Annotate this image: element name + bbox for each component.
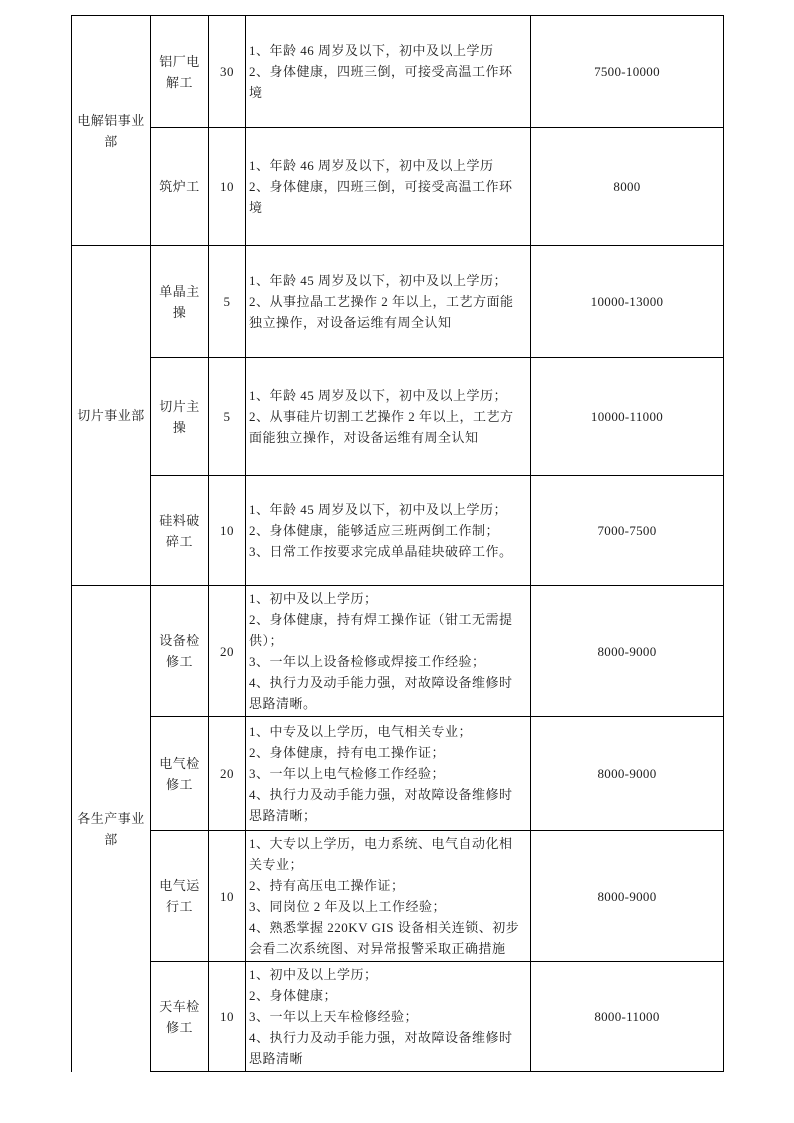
- requirement-line: 2、持有高压电工操作证；: [249, 878, 405, 893]
- requirement-line: 境: [249, 85, 263, 100]
- table-row: [72, 586, 724, 717]
- table-row: [72, 962, 724, 1072]
- department-cell: 切片事业部: [72, 246, 151, 586]
- requirements-cell: [246, 476, 531, 586]
- job-title-cell: 切片主操: [151, 358, 209, 476]
- headcount-cell: 5: [209, 358, 246, 476]
- requirement-line: 2、从事拉晶工艺操作 2 年以上，工艺方面能: [249, 294, 514, 309]
- department-cell: 各生产事业部: [72, 586, 151, 1072]
- requirement-line: 3、一年以上设备检修或焊接工作经验；: [249, 654, 486, 669]
- requirement-line: 思路清晰。: [249, 696, 317, 711]
- salary-cell: 8000-9000: [531, 586, 724, 717]
- requirements-cell: [246, 717, 531, 831]
- requirement-line: 4、执行力及动手能力强，对故障设备维修时: [249, 1030, 513, 1045]
- requirements-cell: [246, 246, 531, 358]
- job-title-cell: 筑炉工: [151, 128, 209, 246]
- salary-cell: 10000-11000: [531, 358, 724, 476]
- requirement-line: 独立操作，对设备运维有周全认知: [249, 315, 452, 330]
- headcount-cell: 30: [209, 16, 246, 128]
- requirement-line: 3、一年以上电气检修工作经验；: [249, 766, 446, 781]
- salary-cell: 7000-7500: [531, 476, 724, 586]
- job-title-cell: 铝厂电解工: [151, 16, 209, 128]
- requirement-line: 1、初中及以上学历；: [249, 967, 378, 982]
- requirement-line: 1、年龄 45 周岁及以下，初中及以上学历；: [249, 388, 508, 403]
- headcount-cell: 20: [209, 717, 246, 831]
- salary-cell: 7500-10000: [531, 16, 724, 128]
- requirements-cell: [246, 358, 531, 476]
- table-row: [72, 246, 724, 358]
- job-title-cell: 设备检修工: [151, 586, 209, 717]
- headcount-cell: 10: [209, 962, 246, 1072]
- headcount-cell: 10: [209, 476, 246, 586]
- requirement-line: 3、同岗位 2 年及以上工作经验；: [249, 899, 447, 914]
- requirements-cell: [246, 128, 531, 246]
- salary-cell: 8000-9000: [531, 717, 724, 831]
- requirement-line: 3、一年以上天车检修经验；: [249, 1009, 419, 1024]
- requirement-line: 会看二次系统图、对异常报警采取正确措施: [249, 941, 506, 956]
- job-title-cell: 硅料破碎工: [151, 476, 209, 586]
- requirement-line: 思路清晰；: [249, 808, 317, 823]
- requirement-line: 1、年龄 45 周岁及以下，初中及以上学历；: [249, 502, 508, 517]
- job-title-cell: 电气运行工: [151, 831, 209, 962]
- requirement-line: 面能独立操作，对设备运维有周全认知: [249, 430, 479, 445]
- requirement-line: 1、年龄 46 周岁及以下，初中及以上学历: [249, 158, 494, 173]
- requirement-line: 2、身体健康，持有焊工操作证（钳工无需提: [249, 612, 513, 627]
- requirements-cell: [246, 831, 531, 962]
- requirement-line: 4、执行力及动手能力强，对故障设备维修时: [249, 675, 513, 690]
- requirement-line: 2、身体健康，能够适应三班两倒工作制；: [249, 523, 500, 538]
- table-row: [72, 358, 724, 476]
- requirement-line: 1、年龄 46 周岁及以下，初中及以上学历: [249, 43, 494, 58]
- requirement-line: 2、身体健康；: [249, 988, 338, 1003]
- requirement-line: 4、熟悉掌握 220KV GIS 设备相关连锁、初步: [249, 920, 520, 935]
- job-title-cell: 电气检修工: [151, 717, 209, 831]
- salary-cell: 8000-9000: [531, 831, 724, 962]
- requirement-line: 1、初中及以上学历；: [249, 591, 378, 606]
- salary-cell: 10000-13000: [531, 246, 724, 358]
- headcount-cell: 5: [209, 246, 246, 358]
- requirement-line: 关专业；: [249, 857, 304, 872]
- requirements-cell: [246, 962, 531, 1072]
- requirement-line: 2、从事硅片切割工艺操作 2 年以上，工艺方: [249, 409, 514, 424]
- salary-cell: 8000-11000: [531, 962, 724, 1072]
- requirement-line: 4、执行力及动手能力强，对故障设备维修时: [249, 787, 513, 802]
- table-row: [72, 16, 724, 128]
- requirement-line: 3、日常工作按要求完成单晶硅块破碎工作。: [249, 544, 513, 559]
- headcount-cell: 10: [209, 128, 246, 246]
- requirement-line: 供）；: [249, 633, 284, 648]
- requirement-line: 思路清晰: [249, 1051, 304, 1066]
- headcount-cell: 10: [209, 831, 246, 962]
- job-title-cell: 单晶主操: [151, 246, 209, 358]
- recruitment-table: [71, 15, 724, 1072]
- table-row: [72, 831, 724, 962]
- job-title-cell: 天车检修工: [151, 962, 209, 1072]
- table-row: [72, 476, 724, 586]
- requirement-line: 2、身体健康，持有电工操作证；: [249, 745, 446, 760]
- recruitment-table-body: [72, 16, 724, 1072]
- requirement-line: 境: [249, 200, 263, 215]
- requirements-cell: [246, 16, 531, 128]
- requirement-line: 1、大专以上学历，电力系统、电气自动化相: [249, 836, 513, 851]
- requirement-line: 1、中专及以上学历，电气相关专业；: [249, 724, 473, 739]
- table-row: [72, 128, 724, 246]
- requirement-line: 1、年龄 45 周岁及以下，初中及以上学历；: [249, 273, 508, 288]
- requirements-cell: [246, 586, 531, 717]
- table-row: [72, 717, 724, 831]
- department-cell: 电解铝事业部: [72, 16, 151, 246]
- requirement-line: 2、身体健康，四班三倒，可接受高温工作环: [249, 64, 513, 79]
- headcount-cell: 20: [209, 586, 246, 717]
- salary-cell: 8000: [531, 128, 724, 246]
- requirement-line: 2、身体健康，四班三倒，可接受高温工作环: [249, 179, 513, 194]
